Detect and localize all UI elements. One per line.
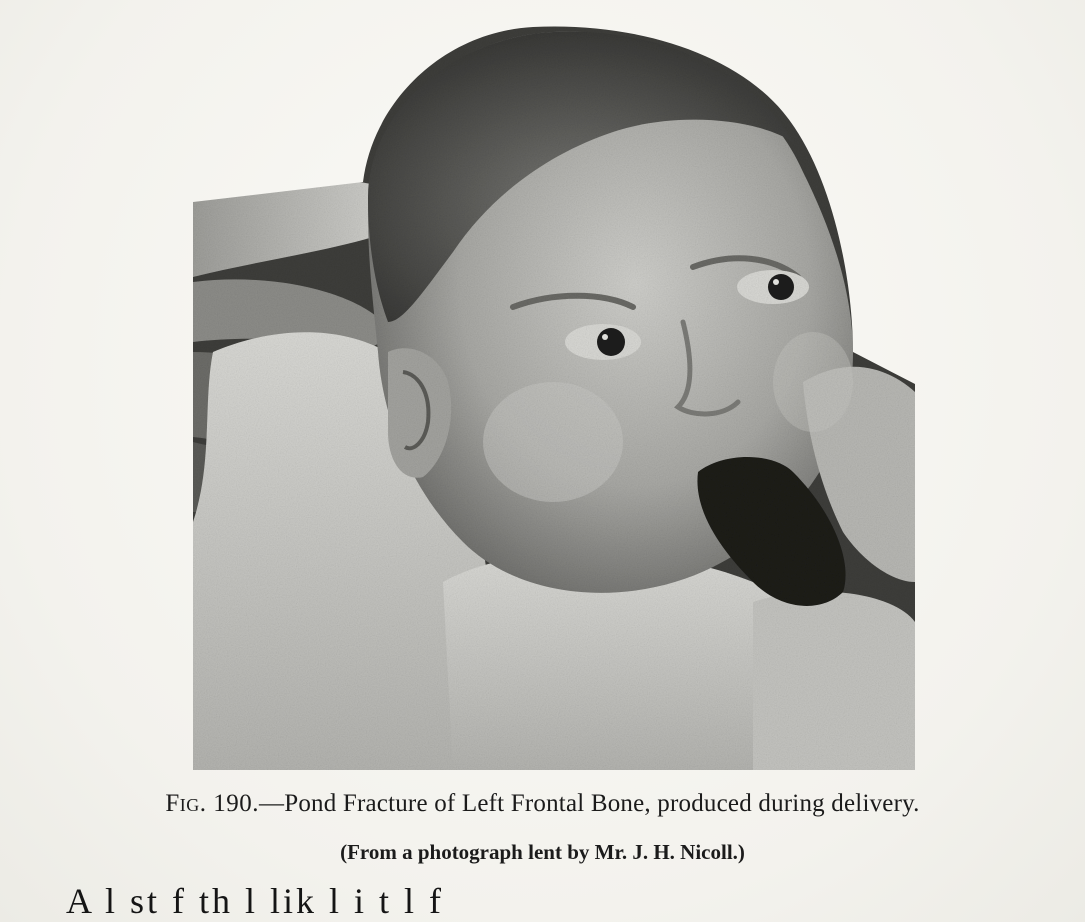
infant-photograph — [193, 22, 915, 770]
figure-caption — [0, 790, 1085, 818]
body-text-partial-line: A l st f th l lik l i t l f — [66, 881, 445, 921]
figure-credit: (From a photograph lent by Mr. J. H. Nicoll.) — [340, 840, 745, 864]
photo-illustration — [193, 22, 915, 770]
figure-number: Fig. 190. — [165, 790, 260, 817]
figure-title: —Pond Fracture of Left Frontal Bone, produced during delivery. — [259, 790, 920, 817]
